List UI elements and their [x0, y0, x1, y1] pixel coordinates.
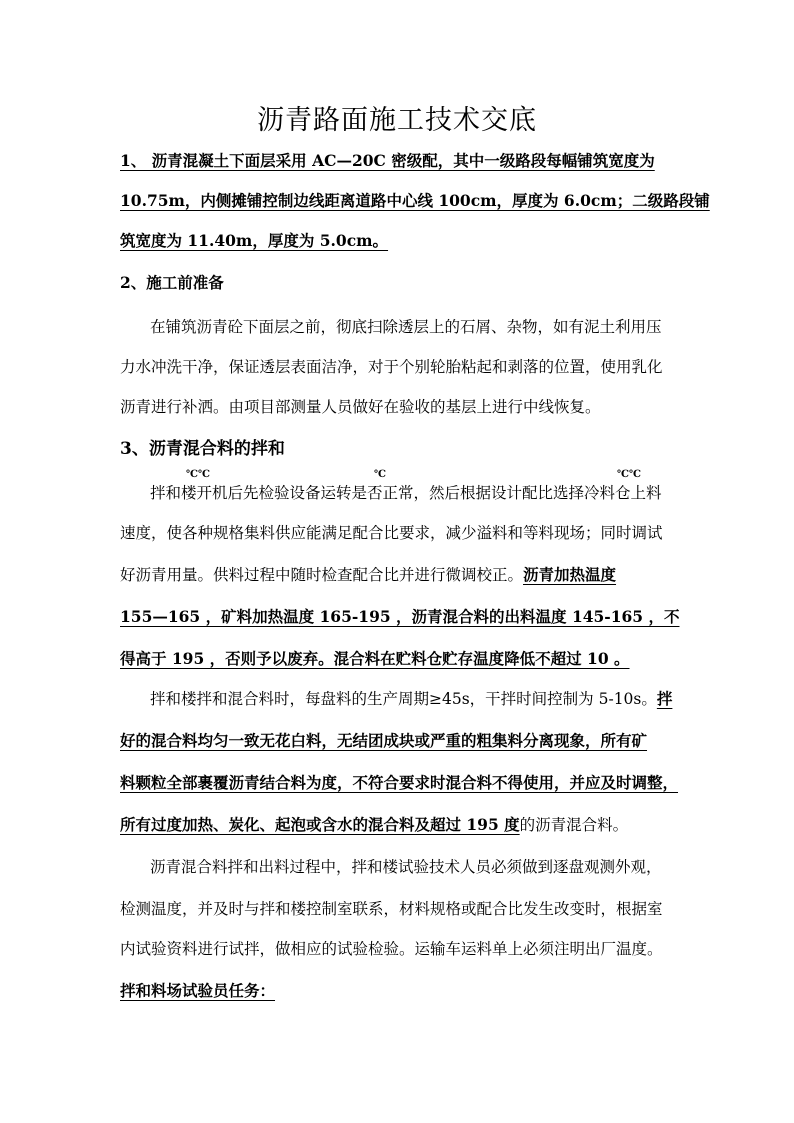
temperature-unit-mark: ℃: [374, 469, 386, 480]
section-3-subheading: 拌和料场试验员任务：: [120, 981, 276, 1000]
section-3-para-3-line-2: 检测温度，并及时与拌和楼控制室联系，材料规格或配合比发生改变时，根据室: [120, 900, 663, 918]
section-3-para-2-line-3: 料颗粒全部裹覆沥青结合料为度，不符合要求时混合料不得使用，并应及时调整，: [120, 773, 679, 792]
section-3-para-1-line-4: 155—165 ，矿料加热温度 165-195 ，沥青混合料的出料温度 145-165 ，不: [120, 607, 680, 626]
text-run: 的沥青混合料。: [519, 816, 629, 834]
section-1-line-1: 1、 沥青混凝土下面层采用 AC—20C 密级配，其中一级路段每幅铺筑宽度为: [120, 151, 655, 170]
text-run-emphasis: 拌: [656, 689, 673, 708]
section-1-line-3: 筑宽度为 11.40m，厚度为 5.0cm。: [120, 231, 389, 250]
section-3-para-1-line-2: 速度，使各种规格集料供应能满足配合比要求，减少溢料和等料现场；同时调试: [120, 524, 663, 542]
page-title: 沥青路面施工技术交底: [257, 105, 537, 136]
section-3-para-2-line-4: [120, 814, 676, 836]
section-2-heading: 2、施工前准备: [120, 273, 224, 292]
section-3-heading: 3、沥青混合料的拌和: [120, 439, 285, 459]
section-3-para-1-line-1: 拌和楼开机后先检验设备运转是否正常，然后根据设计配比选择冷料仓上料: [150, 484, 662, 502]
text-run-emphasis: 所有过度加热、炭化、起泡或含水的混合料及超过 195 度: [120, 815, 520, 834]
section-2-para-line-3: 沥青进行补洒。由项目部测量人员做好在验收的基层上进行中线恢复。: [120, 398, 601, 416]
temperature-unit-mark: ℃℃: [186, 469, 210, 480]
text-run: 拌和楼拌和混合料时，每盘料的生产周期≥45s，干拌时间控制为 5-10s。: [150, 690, 657, 708]
text-run-emphasis: 沥青加热温度: [523, 565, 617, 584]
section-2-para-line-2: 力水冲洗干净，保证透层表面洁净，对于个别轮胎粘起和剥落的位置，使用乳化: [120, 358, 663, 376]
section-3-para-2-line-2: 好的混合料均匀一致无花白料，无结团成块或严重的粗集料分离现象，所有矿: [120, 731, 648, 750]
section-1-line-2: 10.75m，内侧摊铺控制边线距离道路中心线 100cm，厚度为 6.0cm；二级路段铺: [120, 191, 710, 210]
section-2-para-line-1: 在铺筑沥青砼下面层之前，彻底扫除透层上的石屑、杂物，如有泥土利用压: [150, 318, 662, 336]
section-3-para-3-line-1: 沥青混合料拌和出料过程中，拌和楼试验技术人员必须做到逐盘观测外观，: [150, 858, 662, 876]
temperature-unit-mark: ℃℃: [617, 469, 641, 480]
section-3-para-2-line-1: [150, 688, 676, 710]
section-3-para-1-line-3: [120, 564, 676, 586]
text-run: 好沥青用量。供料过程中随时检查配合比并进行微调校正。: [120, 566, 524, 584]
section-3-para-3-line-3: 内试验资料进行试拌，做相应的试验检验。运输车运料单上必须注明出厂温度。: [120, 940, 663, 958]
section-3-para-1-line-5: 得高于 195 ，否则予以废弃。混合料在贮料仓贮存温度降低不超过 10 。: [120, 649, 630, 668]
